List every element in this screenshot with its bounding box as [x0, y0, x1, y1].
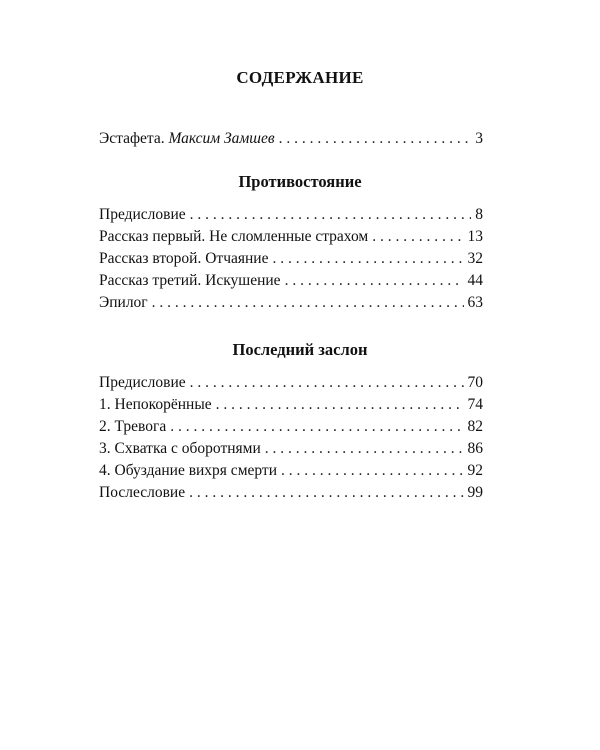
- toc-entry: [99, 484, 483, 506]
- toc-entry-page: 92: [467, 462, 483, 479]
- intro-list: [99, 130, 483, 152]
- toc-entry: [99, 418, 483, 440]
- toc-entry-page: 74: [467, 396, 483, 413]
- toc-entry: [99, 462, 483, 484]
- section-heading-confrontation: Противостояние: [238, 172, 362, 191]
- toc-entry-page: 3: [475, 130, 483, 147]
- intro-author: Максим Замшев: [168, 130, 275, 147]
- page-title: СОДЕРЖАНИЕ: [236, 68, 364, 87]
- dot-leader: [190, 206, 472, 224]
- dot-leader: [279, 130, 472, 148]
- dot-leader: [265, 440, 464, 458]
- toc-entry-page: 13: [467, 228, 483, 245]
- toc-entry-label: Рассказ второй. Отчаяние: [99, 250, 269, 267]
- toc-entry-label: 1. Непокорённые: [99, 396, 212, 413]
- toc-entry-label: [99, 130, 275, 148]
- toc-entry-page: 99: [467, 484, 483, 501]
- toc-entry: [99, 250, 483, 272]
- toc-entry: [99, 206, 483, 228]
- dot-leader: [372, 228, 463, 246]
- toc-entry-page: 8: [475, 206, 483, 223]
- toc-entry: [99, 396, 483, 418]
- dot-leader: [272, 250, 463, 268]
- dot-leader: [189, 484, 463, 502]
- toc-entry-label: 4. Обуздание вихря смерти: [99, 462, 277, 479]
- toc-entry-intro: [99, 130, 483, 152]
- dot-leader: [216, 396, 464, 414]
- toc-entry-label: Предисловие: [99, 374, 186, 391]
- toc-entry-page: 32: [467, 250, 483, 267]
- toc-entry-page: 82: [467, 418, 483, 435]
- section-list-last-barrier: [99, 374, 483, 506]
- dot-leader: [285, 272, 464, 290]
- toc-entry-page: 44: [467, 272, 483, 289]
- dot-leader: [281, 462, 464, 480]
- section-heading-last-barrier: Последний заслон: [232, 340, 368, 359]
- toc-entry-label: Эпилог: [99, 294, 148, 311]
- toc-entry: [99, 374, 483, 396]
- toc-entry-label: Предисловие: [99, 206, 186, 223]
- intro-label: Эстафета.: [99, 130, 169, 147]
- toc-entry: [99, 440, 483, 462]
- section-list-confrontation: [99, 206, 483, 316]
- toc-entry: [99, 294, 483, 316]
- toc-entry-label: Рассказ третий. Искушение: [99, 272, 281, 289]
- toc-entry-label: Послесловие: [99, 484, 186, 501]
- dot-leader: [170, 418, 463, 436]
- toc-entry: [99, 272, 483, 294]
- toc-entry: [99, 228, 483, 250]
- toc-entry-label: 2. Тревога: [99, 418, 167, 435]
- dot-leader: [190, 374, 464, 392]
- toc-entry-page: 86: [467, 440, 483, 457]
- toc-entry-page: 63: [467, 294, 483, 311]
- toc-entry-label: 3. Схватка с оборотнями: [99, 440, 261, 457]
- toc-entry-page: 70: [467, 374, 483, 391]
- dot-leader: [152, 294, 464, 312]
- toc-entry-label: Рассказ первый. Не сломленные страхом: [99, 228, 369, 245]
